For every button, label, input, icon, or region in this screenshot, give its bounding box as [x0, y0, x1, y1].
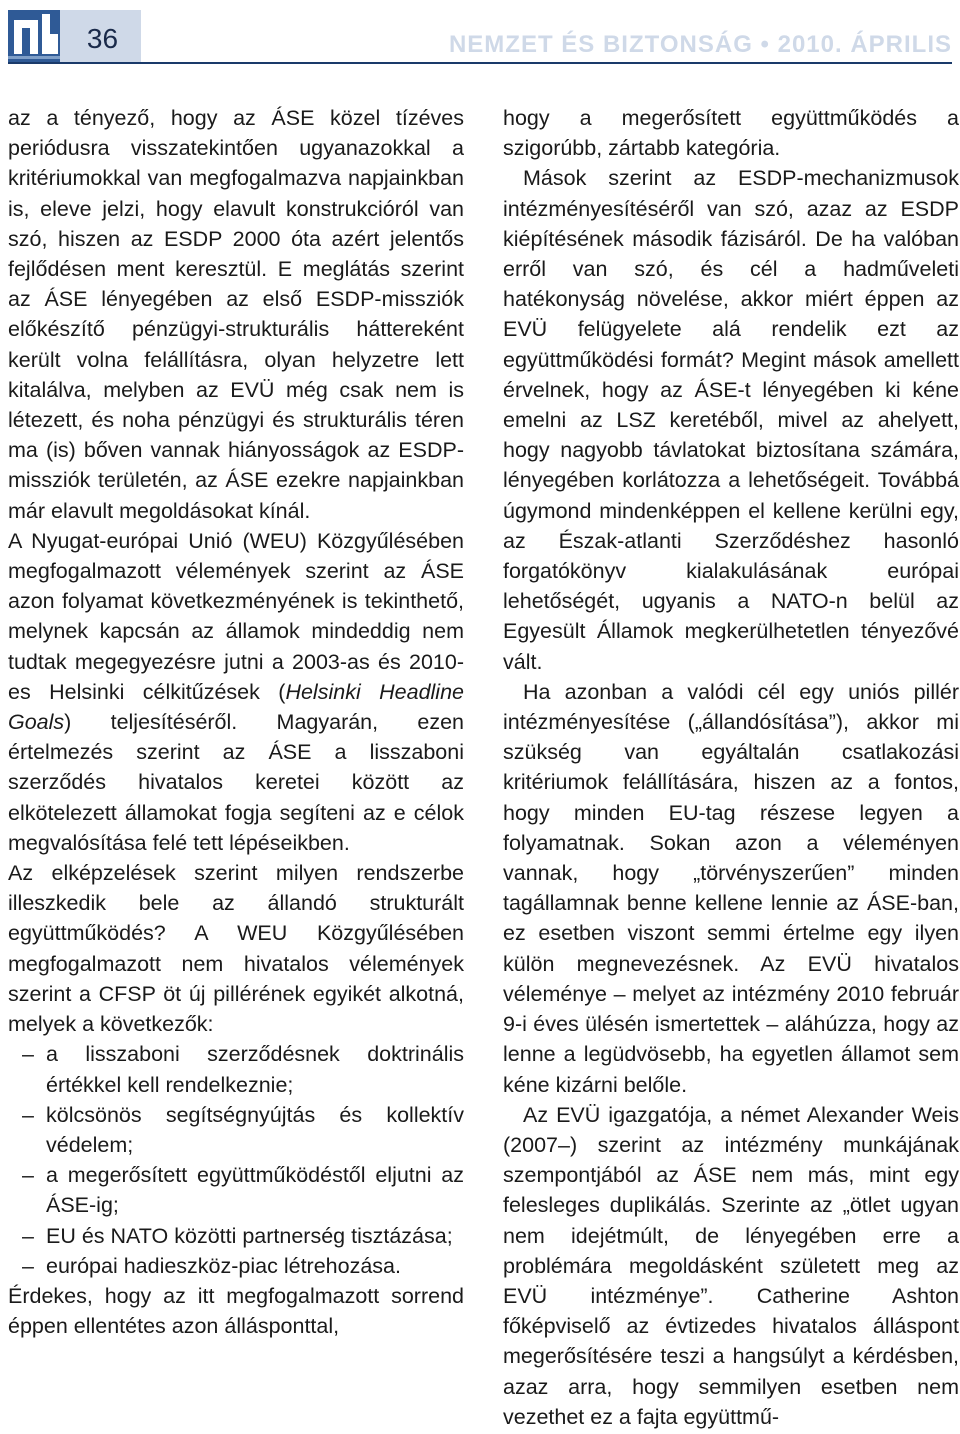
- right-paragraph-4: Az EVÜ igazgatója, a német Alexander Weis (2007–) szerint az intézmény munkájának szempontjából az ÁSE nem más, mint egy felesleges duplikálás. Szerinte az „ötlet ugyan nem idejétmúlt, de lényegében erre a problémára megoldásként született meg az EVÜ intézménye”. Catherine Ashton főképviselő az évtizedes hivatalos álláspont megerősítésére teszi a hangsúlyt a kérdésben, azaz arra, hogy semmilyen esetben nem vezethet ez a fajta együttmű-: [503, 1102, 959, 1429]
- helsinki-goals-italic: Helsinki Headline Goals: [8, 679, 464, 735]
- left-paragraph-4: Érdekes, hogy az itt megfogalmazott sorrend éppen ellentétes azon állásponttal,: [8, 1283, 464, 1339]
- right-paragraph-2: Mások szerint az ESDP-mechanizmusok intézményesítéséről van szó, azaz az ESDP kiépítésének második fázisáról. De ha valóban erről van szó, és cél a hadműveleti hatékonyság növelése, akkor miért éppen az EVÜ felügyelete alá rendelik ezt az együttműködési formát? Megint mások amellett érvelnek, hogy az ÁSE-t lényegében ki kéne emelni az LSZ keretéből, mivel az ahelyett, hogy nagyobb távlatokat biztosítana számára, lényegében korlátozza a lehetőségeit. Továbbá úgymond mindenképpen el kellene kerülni egy, az Észak-atlanti Szerződéshez hasonló forgatókönyv kialakulásának európai lehetőségét, ugyanis a NATO-n belül az Egyesült Államok megkerülhetetlen tényezővé vált.: [503, 166, 959, 674]
- left-paragraph-2-text-b: ) teljesítéséről. Magyarán, ezen értelmezés szerint az ÁSE a lisszaboni szerződés hivatalos keretei között az elkötelezett államokat fogja segíteni az e célok megvalósítása felé tett lépéseikben.: [8, 710, 464, 855]
- left-paragraph-3: Az elképzelések szerint milyen rendszerbe illeszkedik bele az állandó strukturált együttműködés? A WEU Közgyűlésében megfogalmazott nem hivatalos vélemények szerint a CFSP öt új pillérének egyikét alkotná, melyek a következők:: [8, 861, 464, 1037]
- page-number: 36: [86, 23, 119, 54]
- left-paragraph-2-text-a: A Nyugat-európai Unió (WEU) Közgyűlésében megfogalmazott vélemények szerint az ÁSE azon folyamat következményének is tekinthető, melynek kapcsán az államok mindeddig nem tudtak megegyezésre jutni a 2003-as és 2010-es Helsinki célkitűzések (: [8, 528, 464, 704]
- header-logo-box: [8, 10, 141, 62]
- right-paragraph-1: hogy a megerősített együttműködés a szigorúbb, zártabb kategória.: [503, 106, 959, 161]
- right-paragraph-3: Ha azonban a valódi cél egy uniós pillér intézményesítése („állandósítása”), akkor mi szükség van egyáltalán csatlakozási kritériumok felállítására, hiszen az a fontos, hogy minden EU-tag részese legyen a folyamatnak. Sokan azon a véleményen vannak, hogy „törvényszerűen” minden tagállamnak benne kellene lennie az ÁSE-ban, ez esetben viszont semmi értelme egy ilyen külön megnevezésnek. Az EVÜ hivatalos véleménye – melyet az intézmény 2010 február 9-i éves ülésén ismertettek – aláhúzza, hogy az lenne a legüdvösebb, ha egyetlen államot sem kéne kizárni belőle.: [503, 679, 959, 1097]
- running-title: NEMZET ÉS BIZTONSÁG • 2010. ÁPRILIS: [448, 31, 952, 58]
- nb-logo-icon: [8, 10, 60, 62]
- list-item: – EU és NATO közötti partnerség tisztázása;: [8, 1221, 464, 1251]
- left-column: [8, 103, 464, 1341]
- left-paragraph-2: [8, 526, 464, 858]
- header-rule: [8, 62, 952, 64]
- page-header: [0, 0, 960, 62]
- list-item: – európai hadieszköz-piac létrehozása.: [8, 1251, 464, 1281]
- list-item: – a lisszaboni szerződésnek doktrinális értékkel kell rendelkeznie;: [8, 1039, 464, 1099]
- right-column: [503, 103, 959, 1432]
- pillar-list: [8, 1039, 464, 1281]
- list-item: – kölcsönös segítségnyújtás és kollektív védelem;: [8, 1100, 464, 1160]
- list-item: – a megerősített együttműködéstől eljutni az ÁSE-ig;: [8, 1160, 464, 1220]
- left-paragraph-1: az a tényező, hogy az ÁSE közel tízéves periódusra visszatekintően ugyanazokkal a kritériumokkal van megfogalmazva napjainkban is, eleve jelzi, hogy elavult konstrukcióról van szó, hiszen az ESDP 2000 óta azért jelentős fejlődésen ment keresztül. E meglátás szerint az ÁSE lényegében az első ESDP-missziók előkészítő pénzügyi-strukturális háttereként került volna felállításra, olyan helyzetre lett kitalálva, melyben az EVÜ még csak nem is létezett, és noha pénzügyi és strukturális téren ma (is) bőven vannak hiányosságok az ESDP-missziók területén, az ÁSE ezekre napjainkban már elavult megoldásokat kínál.: [8, 106, 464, 523]
